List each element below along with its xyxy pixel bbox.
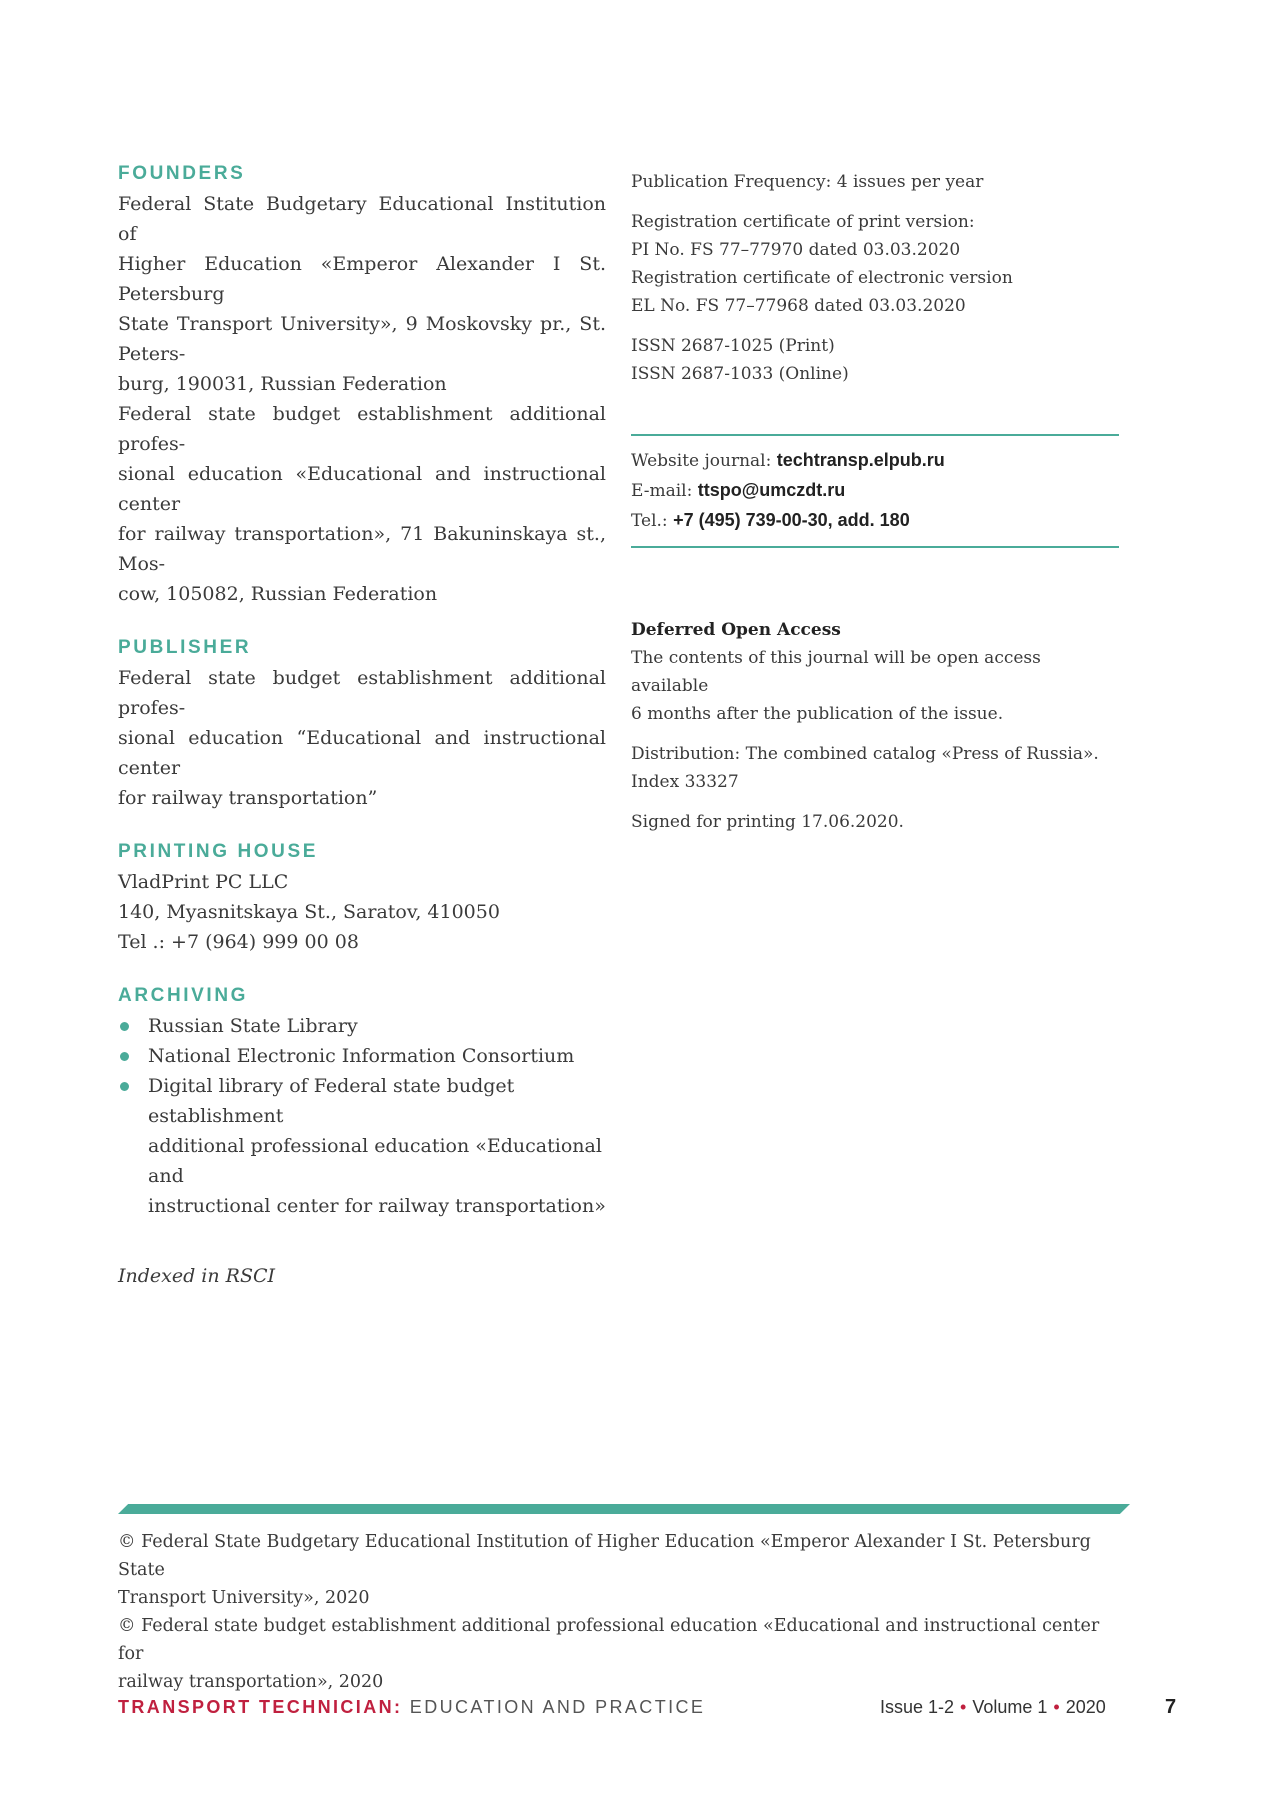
list-item bbox=[118, 1041, 606, 1071]
publication-frequency bbox=[631, 168, 1121, 196]
issue-info bbox=[880, 1697, 1106, 1718]
website-link[interactable]: techtransp.elpub.ru bbox=[776, 450, 945, 470]
text-line: Tel .: +7 (964) 999 00 08 bbox=[118, 931, 359, 953]
issn-online: ISSN 2687-1033 (Online) bbox=[631, 364, 849, 384]
founders-text bbox=[118, 189, 606, 609]
list-item-text: Digital library of Federal state budget establishment bbox=[148, 1075, 515, 1127]
journal-subtitle: EDUCATION AND PRACTICE bbox=[402, 1697, 706, 1717]
text-line: Transport University», 2020 bbox=[118, 1588, 370, 1608]
text-line: © Federal state budget establishment additional professional education «Educational and instructional center for bbox=[118, 1616, 1100, 1664]
separator-dot: • bbox=[1053, 1697, 1060, 1717]
issue-number: Issue 1-2 bbox=[880, 1697, 955, 1717]
footer-divider bbox=[118, 1504, 1130, 1514]
list-item bbox=[118, 1011, 606, 1041]
text-line: sional education «Educational and instructional center bbox=[118, 463, 606, 515]
distribution-info bbox=[631, 740, 1121, 796]
founders-heading: FOUNDERS bbox=[118, 163, 246, 184]
registration-info bbox=[631, 208, 1121, 320]
list-item-text: National Electronic Information Consortium bbox=[148, 1045, 575, 1067]
text-line: Federal state budget establishment additional profes- bbox=[118, 667, 606, 719]
printing-house-text bbox=[118, 867, 606, 957]
contact-box bbox=[631, 434, 1119, 548]
right-column bbox=[631, 168, 1121, 848]
copyright-block bbox=[118, 1528, 1118, 1696]
tel-label: Tel.: bbox=[631, 511, 674, 531]
bullet-icon bbox=[120, 1022, 129, 1031]
archiving-heading: ARCHIVING bbox=[118, 985, 249, 1006]
issn-info bbox=[631, 332, 1121, 388]
bullet-icon bbox=[120, 1052, 129, 1061]
text-line: 140, Myasnitskaya St., Saratov, 410050 bbox=[118, 901, 500, 923]
email-row bbox=[631, 476, 1119, 506]
list-item-text: instructional center for railway transportation» bbox=[148, 1195, 606, 1217]
text-line: Distribution: The combined catalog «Press of Russia». bbox=[631, 744, 1099, 764]
founders-section bbox=[118, 163, 606, 609]
signed-text: Signed for printing 17.06.2020. bbox=[631, 812, 904, 832]
indexed-note: Indexed in RSCI bbox=[118, 1265, 276, 1287]
text-line: © Federal State Budgetary Educational Institution of Higher Education «Emperor Alexander I St. Petersburg State bbox=[118, 1532, 1091, 1580]
journal-brand: TRANSPORT TECHNICIAN: bbox=[118, 1697, 403, 1717]
email-label: E-mail: bbox=[631, 481, 698, 501]
text-line: State Transport University», 9 Moskovsky pr., St. Peters- bbox=[118, 313, 606, 365]
text-line: Federal State Budgetary Educational Institution of bbox=[118, 193, 606, 245]
printing-house-section bbox=[118, 841, 606, 957]
list-item bbox=[118, 1071, 606, 1221]
website-label: Website journal: bbox=[631, 451, 777, 471]
list-item-text: Russian State Library bbox=[148, 1015, 358, 1037]
text-line: VladPrint PC LLC bbox=[118, 871, 289, 893]
text-line: Registration certificate of electronic version bbox=[631, 268, 1013, 288]
running-title bbox=[118, 1697, 705, 1718]
archiving-section bbox=[118, 985, 606, 1221]
text-line: EL No. FS 77–77968 dated 03.03.2020 bbox=[631, 296, 966, 316]
frequency-text: Publication Frequency: 4 issues per year bbox=[631, 172, 984, 192]
text-line: cow, 105082, Russian Federation bbox=[118, 583, 438, 605]
signed-info bbox=[631, 808, 1121, 836]
left-column bbox=[118, 163, 606, 1287]
page-number: 7 bbox=[1165, 1696, 1177, 1718]
text-line: Registration certificate of print version: bbox=[631, 212, 975, 232]
publisher-section bbox=[118, 637, 606, 813]
issue-year: 2020 bbox=[1065, 1697, 1106, 1717]
text-line: Federal state budget establishment additional profes- bbox=[118, 403, 606, 455]
publisher-text bbox=[118, 663, 606, 813]
tel-value: +7 (495) 739-00-30, add. 180 bbox=[673, 510, 910, 530]
volume-number: Volume 1 bbox=[972, 1697, 1048, 1717]
email-link[interactable]: ttspo@umczdt.ru bbox=[697, 480, 846, 500]
text-line: railway transportation», 2020 bbox=[118, 1672, 384, 1692]
issn-print: ISSN 2687-1025 (Print) bbox=[631, 336, 835, 356]
separator-dot: • bbox=[960, 1697, 967, 1717]
text-line: sional education “Educational and instructional center bbox=[118, 727, 606, 779]
text-line: burg, 190031, Russian Federation bbox=[118, 373, 447, 395]
website-row bbox=[631, 446, 1119, 476]
publisher-heading: PUBLISHER bbox=[118, 637, 252, 658]
tel-row bbox=[631, 506, 1119, 536]
deferred-open-access-text bbox=[631, 644, 1121, 728]
text-line: 6 months after the publication of the issue. bbox=[631, 704, 1004, 724]
text-line: for railway transportation” bbox=[118, 787, 378, 809]
deferred-open-access-title: Deferred Open Access bbox=[631, 620, 841, 640]
list-item-text: additional professional education «Educational and bbox=[148, 1135, 602, 1187]
text-line: PI No. FS 77–77970 dated 03.03.2020 bbox=[631, 240, 961, 260]
text-line: Higher Education «Emperor Alexander I St. Petersburg bbox=[118, 253, 606, 305]
bullet-icon bbox=[120, 1082, 129, 1091]
text-line: Index 33327 bbox=[631, 772, 739, 792]
archiving-list bbox=[118, 1011, 606, 1221]
printing-house-heading: PRINTING HOUSE bbox=[118, 841, 319, 862]
text-line: The contents of this journal will be open access available bbox=[631, 648, 1041, 696]
text-line: for railway transportation», 71 Bakuninskaya st., Mos- bbox=[118, 523, 606, 575]
